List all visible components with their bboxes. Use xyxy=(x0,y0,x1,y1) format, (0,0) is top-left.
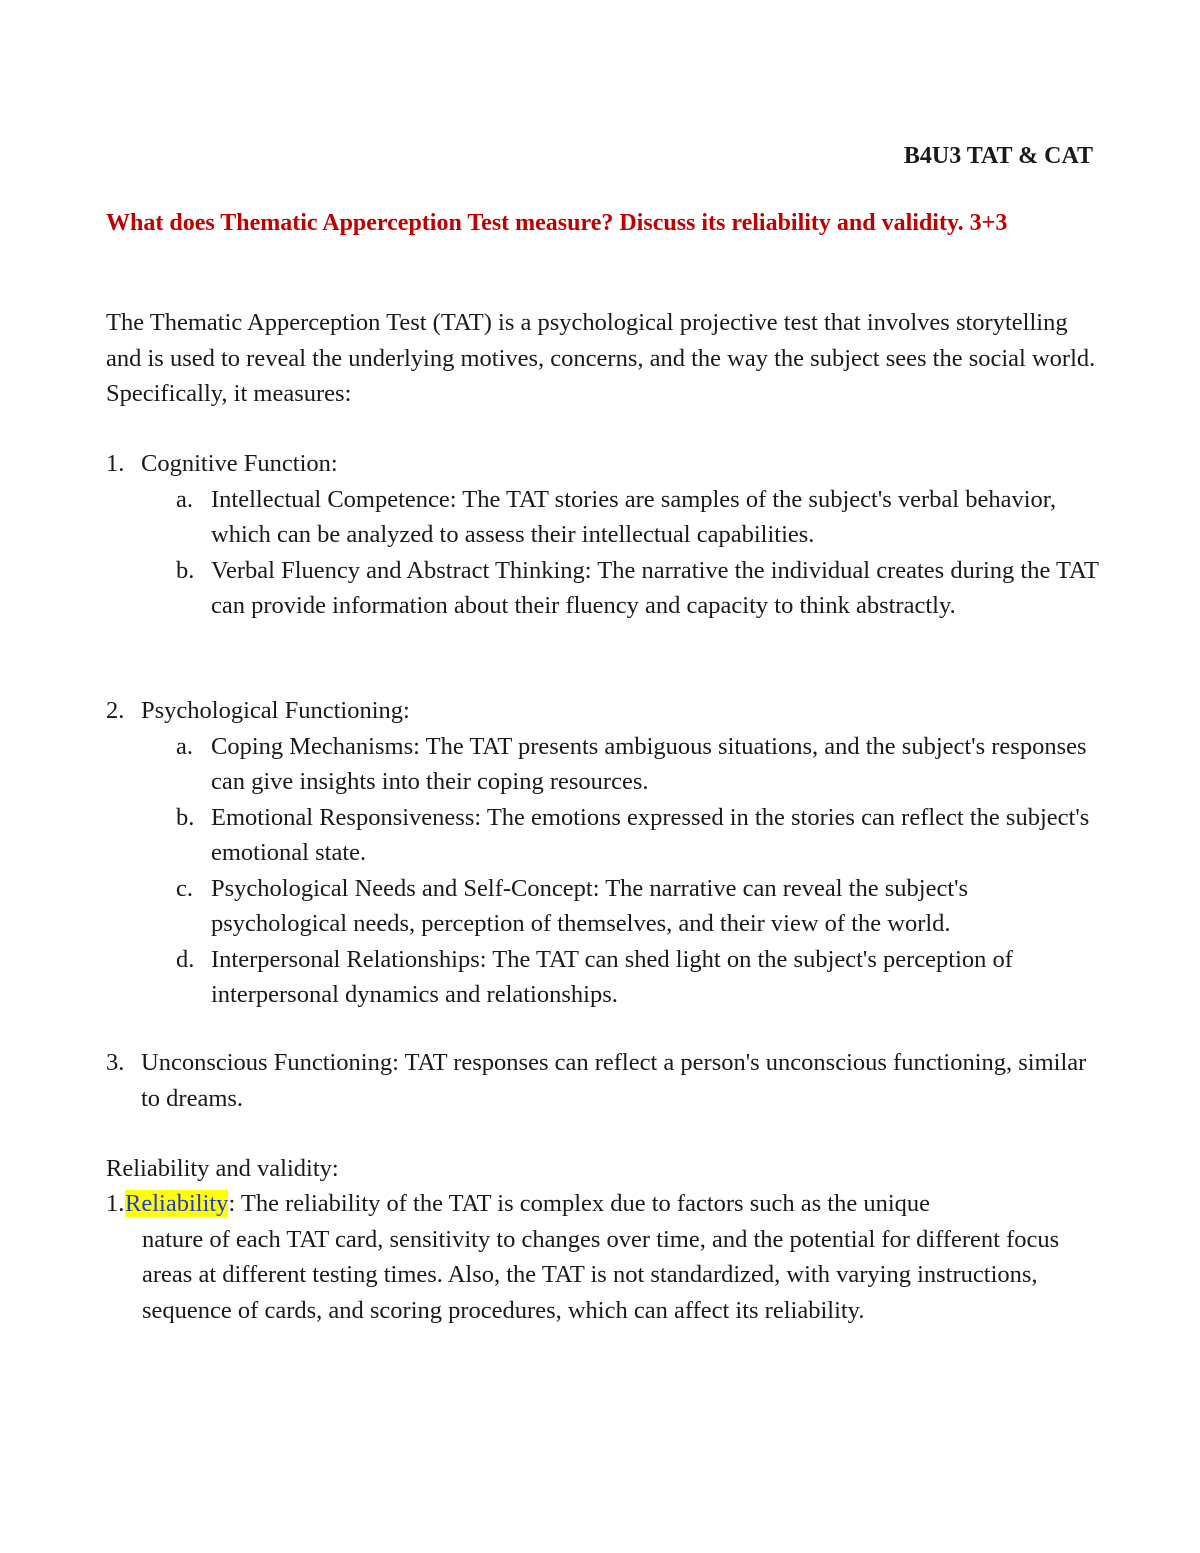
measure-title: Unconscious Functioning: TAT responses can reflect a person's unconscious functioning, similar to dreams. xyxy=(141,1049,1087,1112)
sub-list-item xyxy=(106,553,1106,624)
question-heading: What does Thematic Apperception Test measure? Discuss its reliability and validity. 3+3 xyxy=(106,210,1008,236)
list-number: 3. xyxy=(106,1049,125,1076)
list-number: 1. xyxy=(106,1190,125,1217)
list-letter: b. xyxy=(176,556,195,584)
reliability-first-line xyxy=(106,1186,1106,1222)
measure-section-cognitive xyxy=(106,446,1106,624)
sub-list-item xyxy=(106,729,1106,800)
intro-paragraph: The Thematic Apperception Test (TAT) is a psychological projective test that involves storytelling and is used to reveal the underlying motives, concerns, and the way the subject sees the social world. Specifically, it measures: xyxy=(106,309,1096,407)
sub-item-text: Psychological Needs and Self-Concept: The narrative can reveal the subject's psychological needs, perception of themselves, and their view of the world. xyxy=(211,874,969,937)
reliability-item xyxy=(106,1186,1106,1328)
list-letter: b. xyxy=(176,803,195,831)
list-letter: a. xyxy=(176,485,193,513)
measure-item xyxy=(106,693,1106,729)
sub-list-item xyxy=(106,482,1106,553)
sub-list-item xyxy=(106,871,1106,942)
reliability-term-highlight[interactable]: Reliability xyxy=(125,1190,229,1217)
list-number: 1. xyxy=(106,450,125,477)
sub-item-text: Intellectual Competence: The TAT stories are samples of the subject's verbal behavior, which can be analyzed to assess their intellectual capabilities. xyxy=(211,485,1057,548)
list-letter: a. xyxy=(176,732,193,760)
list-letter: c. xyxy=(176,874,193,902)
document-header: B4U3 TAT & CAT xyxy=(903,143,1093,169)
list-number: 2. xyxy=(106,697,125,724)
sub-item-text: Emotional Responsiveness: The emotions expressed in the stories can reflect the subject's emotional state. xyxy=(211,803,1090,866)
reliability-first-text: : The reliability of the TAT is complex due to factors such as the unique xyxy=(228,1190,931,1217)
measure-item xyxy=(106,1045,1106,1116)
measure-section-unconscious xyxy=(106,1045,1106,1116)
measure-title: Psychological Functioning: xyxy=(141,697,410,724)
reliability-heading: Reliability and validity: xyxy=(106,1155,339,1182)
sub-item-text: Interpersonal Relationships: The TAT can shed light on the subject's perception of interpersonal dynamics and relationships. xyxy=(211,945,1013,1008)
reliability-body-text: nature of each TAT card, sensitivity to changes over time, and the potential for different focus areas at different testing times. Also, the TAT is not standardized, with varying instructions, sequence of cards, and scoring procedures, which can affect its reliability. xyxy=(142,1225,1060,1324)
sub-list-item xyxy=(106,942,1106,1013)
sub-item-text: Coping Mechanisms: The TAT presents ambiguous situations, and the subject's responses can give insights into their coping resources. xyxy=(211,732,1087,795)
list-letter: d. xyxy=(176,945,195,973)
sub-item-text: Verbal Fluency and Abstract Thinking: The narrative the individual creates during the TAT can provide information about their fluency and capacity to think abstractly. xyxy=(211,556,1099,619)
measure-title: Cognitive Function: xyxy=(141,450,338,477)
measure-section-psychological xyxy=(106,693,1106,1013)
measure-item xyxy=(106,446,1106,482)
sub-list-item xyxy=(106,800,1106,871)
